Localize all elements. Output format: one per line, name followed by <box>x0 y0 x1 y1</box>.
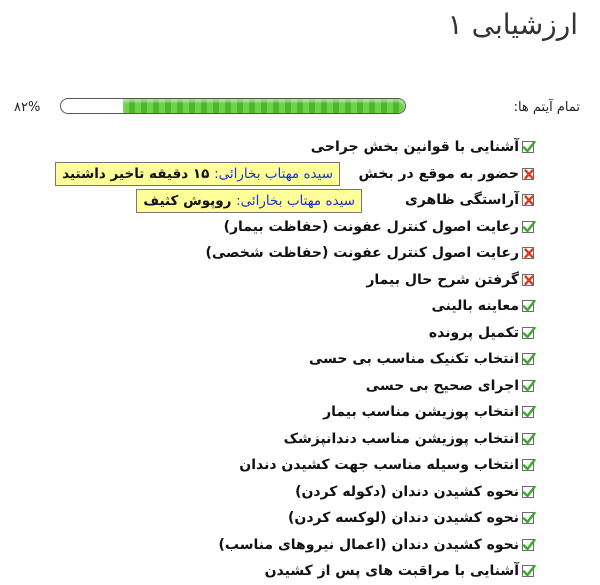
evaluation-item-label: انتخاب پوزیشن مناسب دندانپزشک <box>283 430 519 447</box>
comment-text: ۱۵ دقیقه تاخیر داشتید <box>62 166 210 182</box>
evaluation-item-label: نحوه کشیدن دندان (دکوله کردن) <box>295 483 519 500</box>
evaluation-item-label: آراستگی ظاهری <box>404 192 519 208</box>
evaluation-item-label: نحوه کشیدن دندان (لوکسه کردن) <box>288 510 519 526</box>
checkmark-icon <box>522 486 534 498</box>
progress-label: تمام آیتم ها: <box>513 100 580 115</box>
evaluation-item <box>205 373 534 400</box>
evaluation-item <box>205 426 534 453</box>
checkmark-icon <box>522 141 534 153</box>
evaluation-item-label: آشنایی با قوانین بخش جراحی <box>310 139 519 155</box>
checkmark-icon <box>522 539 534 551</box>
checkmark-icon <box>522 327 534 339</box>
evaluation-item-label: انتخاب پوزیشن مناسب بیمار <box>323 404 519 420</box>
evaluation-item <box>205 558 534 585</box>
evaluation-item-label: انتخاب وسیله مناسب جهت کشیدن دندان <box>239 457 519 473</box>
checkmark-icon <box>522 221 534 233</box>
checkmark-icon <box>522 565 534 577</box>
progress-percent: ۸۲% <box>14 100 41 115</box>
comment-text: روپوش کثیف <box>143 193 232 209</box>
checkmark-icon <box>522 300 534 312</box>
evaluation-item <box>205 293 534 320</box>
evaluation-item-label: نحوه کشیدن دندان (اعمال نیروهای مناسب) <box>218 536 519 553</box>
overall-progress <box>0 98 600 122</box>
progress-bar-fill <box>123 99 405 113</box>
page-title: ارزشیابی ۱ <box>447 8 578 41</box>
evaluation-item <box>205 479 534 506</box>
evaluation-item-label: گرفتن شرح حال بیمار <box>366 271 519 288</box>
evaluation-item-label: تکمیل پرونده <box>428 324 519 341</box>
evaluation-item <box>205 505 534 532</box>
evaluation-item <box>205 399 534 426</box>
evaluation-item <box>205 134 534 161</box>
evaluation-item <box>205 452 534 479</box>
checkmark-icon <box>522 512 534 524</box>
progress-bar <box>60 98 406 114</box>
cross-icon <box>522 168 534 180</box>
evaluation-item <box>205 240 534 267</box>
evaluation-item <box>205 214 534 241</box>
evaluation-item-label: رعایت اصول کنترل عفونت (حفاظت شخصی) <box>205 245 519 261</box>
evaluation-item-label: حضور به موقع در بخش <box>358 165 519 182</box>
comment-author: سیده مهتاب بخارائی: <box>214 166 333 182</box>
evaluation-item-label: معاینه بالینی <box>431 298 519 314</box>
checkmark-icon <box>522 380 534 392</box>
evaluation-item-label: رعایت اصول کنترل عفونت (حفاظت بیمار) <box>223 218 519 235</box>
comment-note-lateness <box>55 162 340 186</box>
evaluation-item-label: اجرای صحیح بی حسی <box>365 377 519 394</box>
checkmark-icon <box>522 433 534 445</box>
cross-icon <box>522 247 534 259</box>
comment-note-dirty-gown <box>136 189 362 213</box>
cross-icon <box>522 194 534 206</box>
comment-author: سیده مهتاب بخارائی: <box>236 193 355 209</box>
checkmark-icon <box>522 459 534 471</box>
checkmark-icon <box>522 406 534 418</box>
evaluation-item <box>205 267 534 294</box>
checkmark-icon <box>522 353 534 365</box>
evaluation-item <box>205 320 534 347</box>
cross-icon <box>522 274 534 286</box>
evaluation-item <box>205 346 534 373</box>
evaluation-item <box>205 532 534 559</box>
evaluation-item-label: انتخاب تکنیک مناسب بی حسی <box>309 351 519 367</box>
evaluation-item-label: آشنایی با مراقبت های پس از کشیدن <box>264 563 519 579</box>
